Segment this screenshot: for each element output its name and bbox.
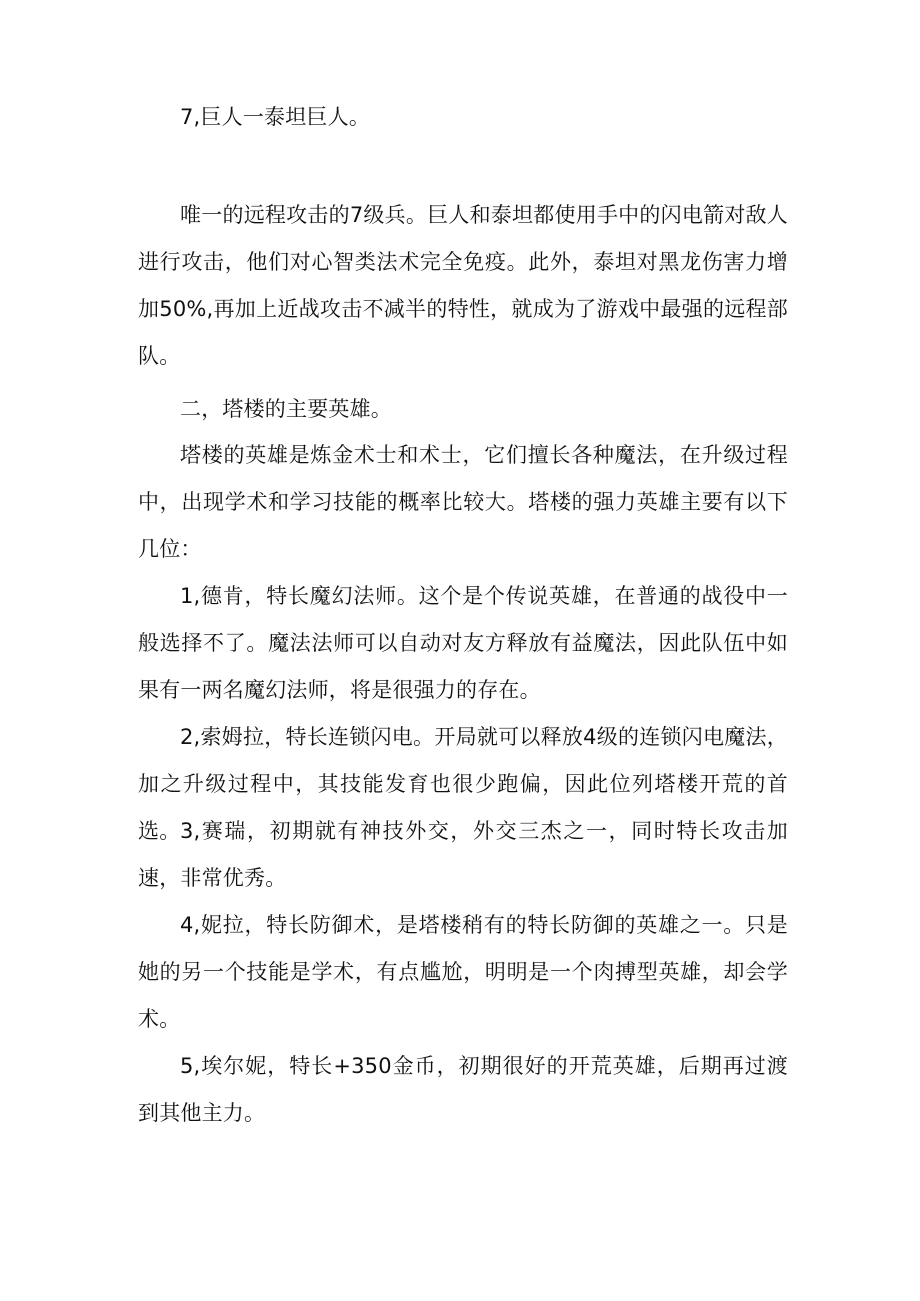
- paragraph-tower-heroes-intro: 塔楼的英雄是炼金术士和术士，它们擅长各种魔法，在升级过程中，出现学术和学习技能的概率比较大。塔楼的强力英雄主要有以下几位：: [138, 443, 788, 561]
- paragraph-titan-description: 唯一的远程攻击的7级兵。巨人和泰坦都使用手中的闪电箭对敌人进行攻击，他们对心智类法术完全免疫。此外，泰坦对黑龙伤害力增加50%,再加上近战攻击不减半的特性，就成为了游戏中最强的远程部队。: [138, 203, 788, 368]
- paragraph-hero-4: 4,妮拉，特长防御术，是塔楼稍有的特长防御的英雄之一。只是她的另一个技能是学术，有点尴尬，明明是一个肉搏型英雄，却会学术。: [138, 913, 788, 1031]
- paragraph-titan-heading: 7,巨人一泰坦巨人。: [180, 105, 371, 129]
- paragraph-hero-3: 3,赛瑞，初期就有神技外交，外交三杰之一，同时特长攻击加速，非常优秀。: [138, 819, 788, 890]
- paragraph-tower-heroes-heading: 二，塔楼的主要英雄。: [180, 397, 392, 421]
- paragraph-hero-5: 5,埃尔妮，特长+350金币，初期很好的开荒英雄，后期再过渡到其他主力。: [138, 1054, 788, 1125]
- paragraph-hero-1: 1,德肯，特长魔幻法师。这个是个传说英雄，在普通的战役中一般选择不了。魔法法师可以自动对友方释放有益魔法，因此队伍中如果有一两名魔幻法师，将是很强力的存在。: [138, 584, 788, 702]
- paragraph-hero-2: 2,索姆拉，特长连锁闪电。开局就可以释放4级的连锁闪电魔法，加之升级过程中，其技能发育也很少跑偏，因此位列塔楼开荒的首选。: [138, 725, 788, 843]
